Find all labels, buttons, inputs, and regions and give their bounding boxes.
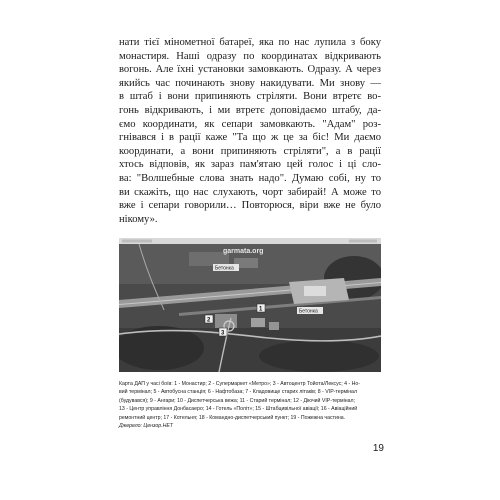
caption-line: 13 - Центр управління Донбасаеро; 14 - Готель «Політ»; 15 - Штабцивільної авіації; 16 - Авіаційний — [119, 406, 358, 413]
body-text — [119, 36, 381, 226]
map-building — [251, 318, 265, 327]
map-marker-label: 1 — [259, 306, 263, 313]
page-number: 19 — [372, 443, 384, 454]
map-terminal-building — [304, 286, 326, 296]
body-line: нати тієї мінометної батареї, яка по нас лупила з боку — [119, 37, 381, 48]
airport-satellite-map — [119, 238, 381, 372]
body-line: гонь відкривають, і ми втретє доповідаємо штабу, да- — [119, 104, 381, 116]
body-line: якийсь час починають знову накидувати. Ми знову — — [119, 77, 381, 89]
body-line: вогонь. Але їхні установки замовкають. Одразу. А через — [119, 64, 381, 76]
body-line: гнівався і в рації каже "Та що ж це за біс! Ми даємо — [119, 132, 381, 144]
map-toolbar — [119, 238, 381, 244]
body-line: монастиря. Наші одразу по координатах відкривають — [119, 50, 381, 62]
body-line: координати, а вони припиняють стріляти", а в рації — [119, 145, 381, 157]
map-label-betonka: Бетонка — [299, 308, 318, 315]
map-toolbar-controls — [349, 240, 377, 243]
caption-line: вий термінал; 5 - Автобусна станція; 6 - Нафтобаза; 7 - Кладовище старих літаків; 8 - VIP-термінал — [119, 389, 357, 396]
figure-caption — [119, 380, 383, 430]
body-line: хтось відповів, як зараз пам'ятаю цей голос і ці сло- — [119, 159, 381, 171]
map-graphic — [119, 238, 381, 372]
body-line: вже і сепари говорили… Повторюся, віри вже не було — [119, 200, 381, 212]
caption-source: Джерело: Цензор.НЕТ — [119, 423, 173, 430]
body-line: ємо координати, як сепари замовкають. "Адам" роз- — [119, 118, 381, 130]
caption-line: ремонтний центр; 17 - Котельня; 18 - Командно-диспетчерський пункт; 19 - Пожежна частина. — [119, 414, 346, 421]
caption-line: (будувався); 9 - Ангари; 10 - Диспетчерська вежа; 11 - Старий термінал; 12 - Діючий VIP-термінал; — [119, 397, 355, 404]
body-line: нікому». — [119, 213, 158, 225]
caption-line: Карта ДАП у часі боїв: 1 - Монастир; 2 - Супермаркет «Метро»; 3 - Автоцентр Тойота/Лексус; 4 - Но- — [119, 381, 360, 387]
map-woods — [259, 340, 379, 372]
map-marker-label: 3 — [221, 330, 225, 337]
map-watermark: garmata.org — [223, 248, 264, 255]
body-line: ва: "Волшебные слова знать надо". Думаю собі, ну то — [119, 172, 381, 184]
body-line: ви скажіть, що нас слухають, чорт забирай! А може то — [119, 186, 381, 198]
body-line: в штаб і вони припиняють стріляти. Вони втретє во- — [119, 91, 381, 103]
map-label-betonka: Бетонка — [215, 265, 234, 272]
map-marker-label: 2 — [207, 317, 211, 324]
map-building — [269, 322, 279, 330]
map-toolbar-tab — [122, 240, 152, 243]
